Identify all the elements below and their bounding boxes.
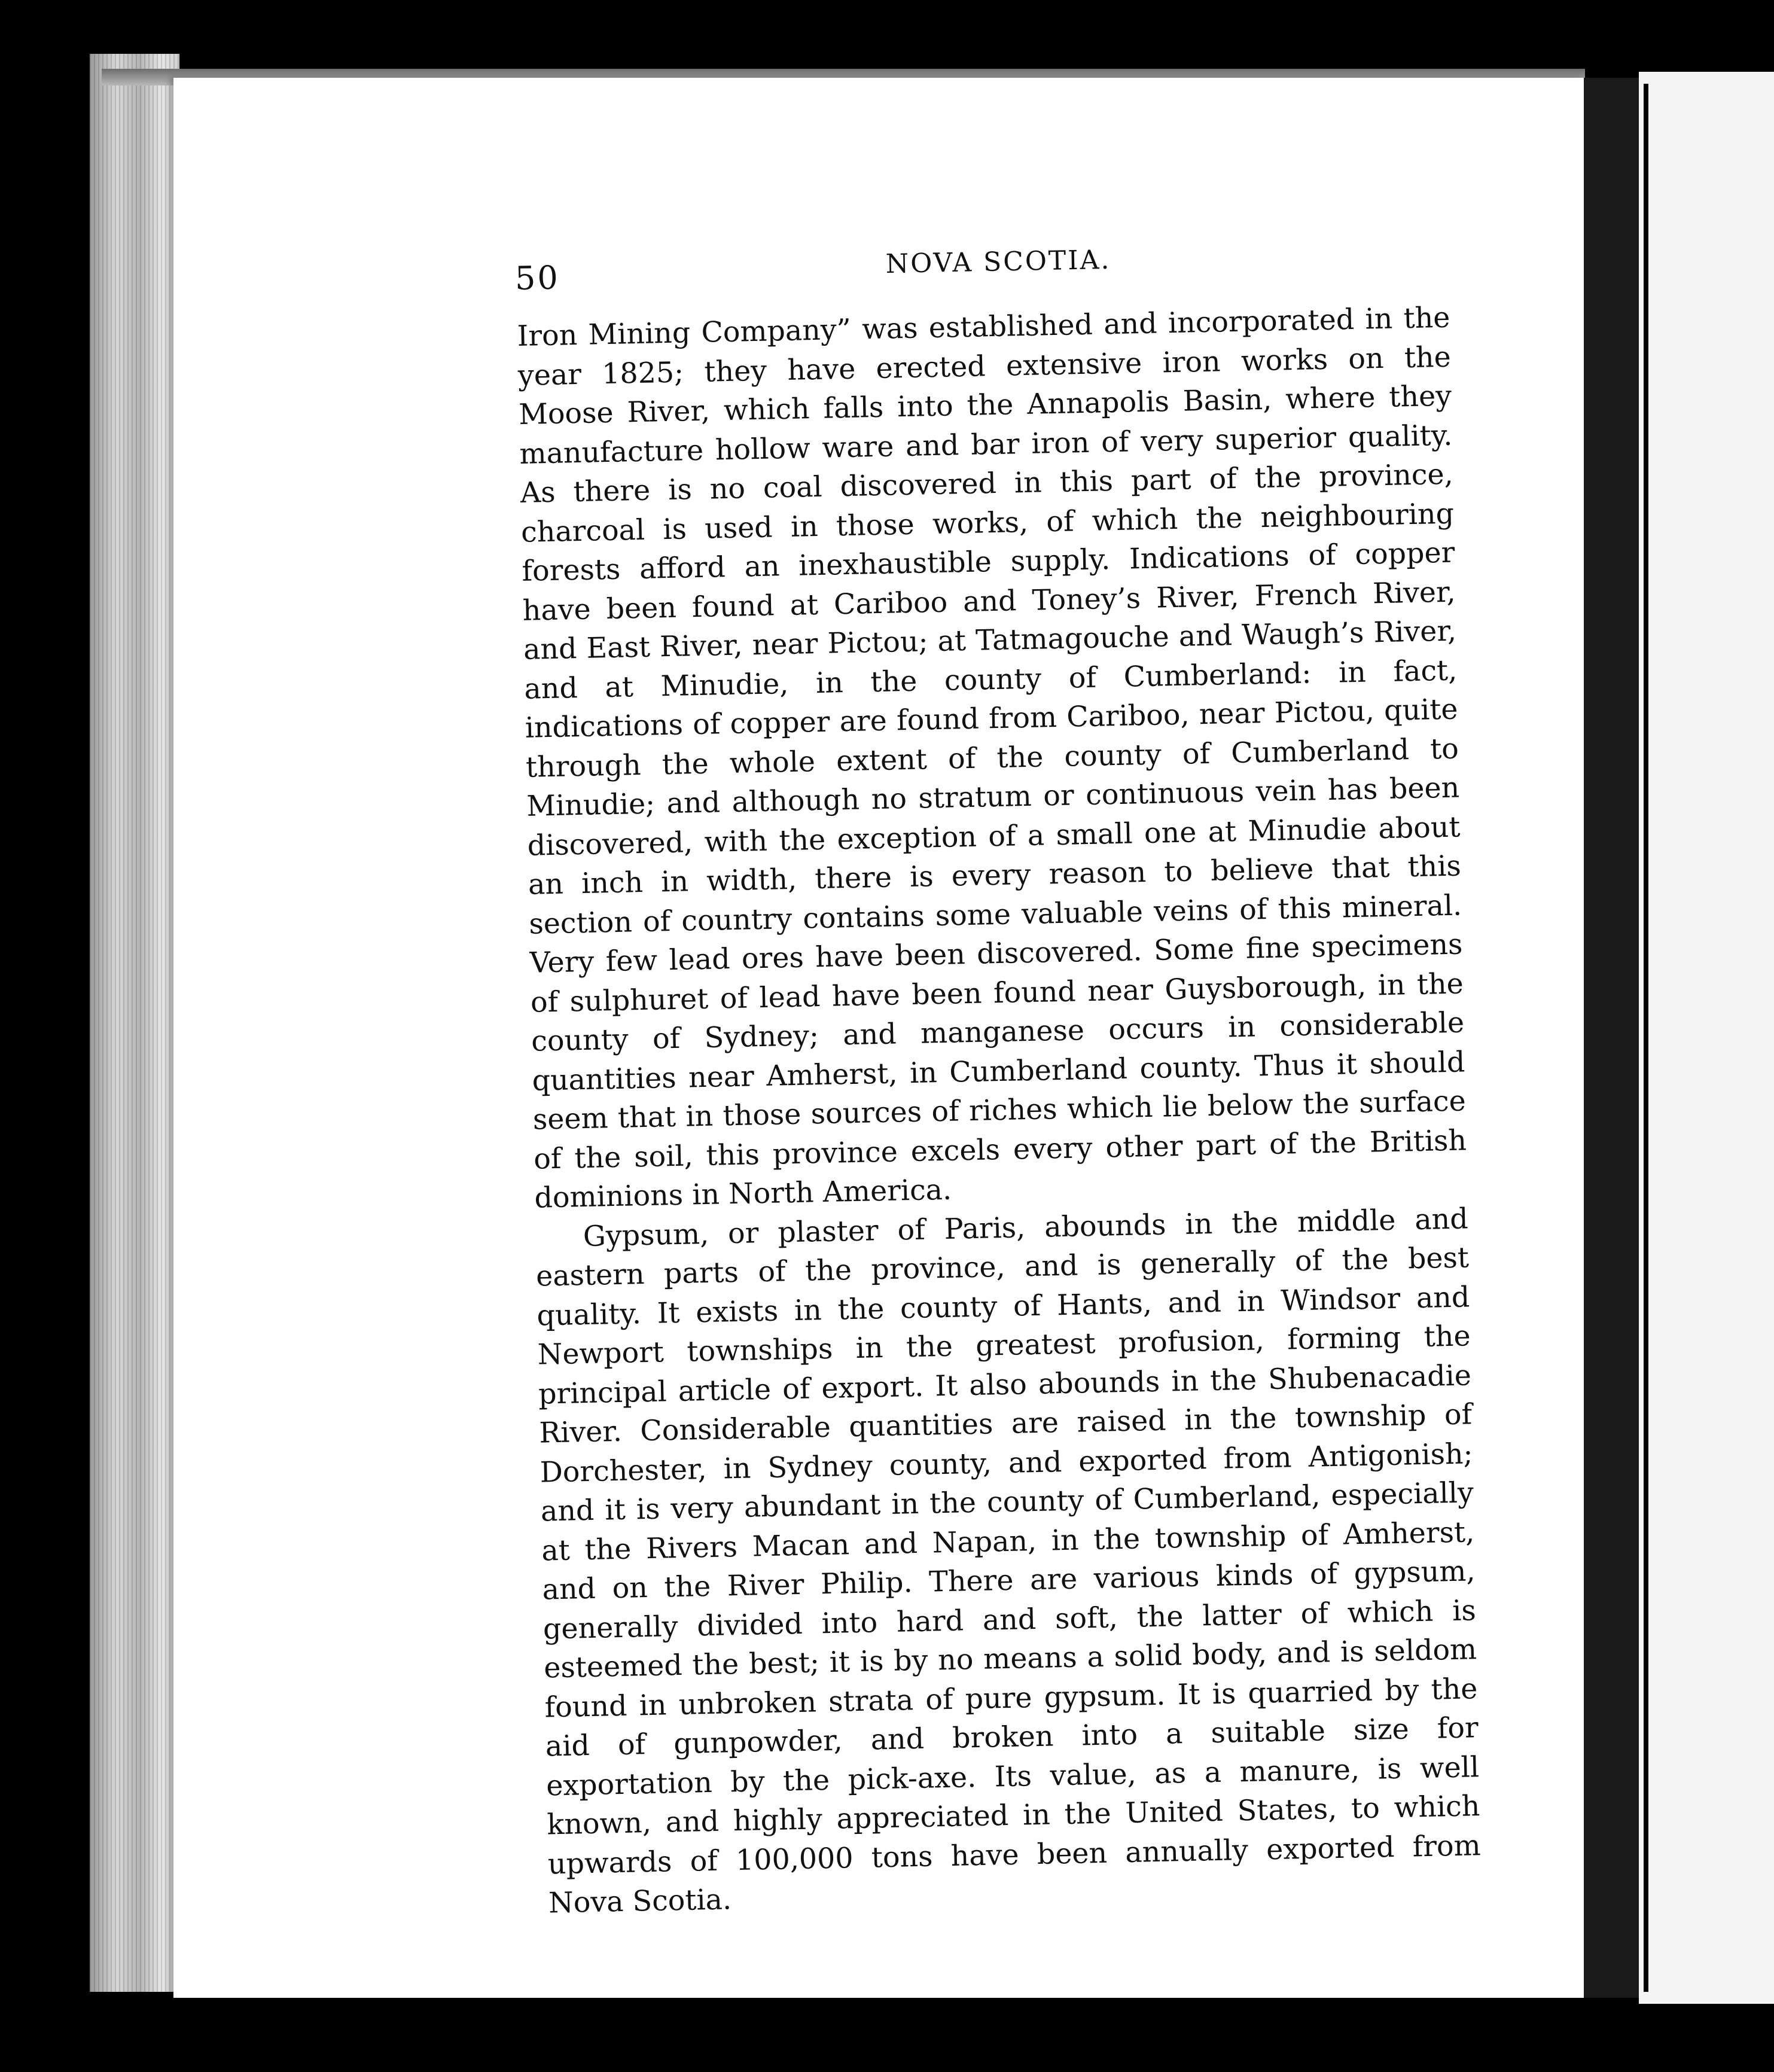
paragraph: Gypsum, or plaster of Paris, abounds in the middle and eastern parts of the province, and is generally of the best quality. It exists in the county of Hants, and in Windsor and Newport townships in the greatest profusion, forming the principal article of export. It also abounds in the Shubenacadie River. Considerable quantities are raised in the township of Dorchester, in Sydney county, and exported from Antigonish; and it is very abundant in the county of Cumberland, especially at the Rivers Macan and Napan, in the township of Amherst, and on the River Philip. There are various kinds of gypsum, generally divided into hard and soft, the latter of which is esteemed the best; it is by no means a solid body, and is seldom found in unbroken strata of pure gypsum. It is quarried by the aid of gunpowder, and broken into a suitable size for exportation by the pick-axe. Its value, as a manure, is well known, and highly appreciated in the United States, to which upwards of 100,000 tons have been annually exported from Nova Scotia. bbox=[535, 1202, 1482, 1920]
book-gutter bbox=[1584, 78, 1639, 1998]
facing-page bbox=[1639, 72, 1774, 2004]
facing-page-edge bbox=[1644, 84, 1648, 1992]
page-number: 50 bbox=[514, 258, 560, 297]
body-text bbox=[517, 298, 1482, 1923]
book-page-edges bbox=[90, 54, 179, 1992]
running-title: NOVA SCOTIA. bbox=[885, 244, 1111, 280]
paragraph: Iron Mining Company” was established and incorporated in the year 1825; they have erected extensive iron works on the Moose River, which falls into the Annapolis Basin, where they manufacture hollow ware and bar iron of very superior quality. As there is no coal discovered in this part of the province, charcoal is used in those works, of which the neighbouring forests afford an inexhaustible supply. Indications of copper have been found at Cariboo and Toney’s River, French River, and East River, near Pictou; at Tatmagouche and Waugh’s River, and at Minudie, in the county of Cumberland: in fact, indications of copper are found from Cariboo, near Pictou, quite through the whole extent of the county of Cumberland to Minudie; and although no stratum or continuous vein has been discovered, with the exception of a small one at Minudie about an inch in width, there is every reason to believe that this section of country contains some valuable veins of this mineral. Very few lead ores have been discovered. Some fine specimens of sulphuret of lead have been found near Guysborough, in the county of Sydney; and manganese occurs in considerable quantities near Amherst, in Cumberland county. Thus it should seem that in those sources of riches which lie below the surface of the soil, this province excels every other part of the British dominions in North America. bbox=[517, 301, 1467, 1215]
